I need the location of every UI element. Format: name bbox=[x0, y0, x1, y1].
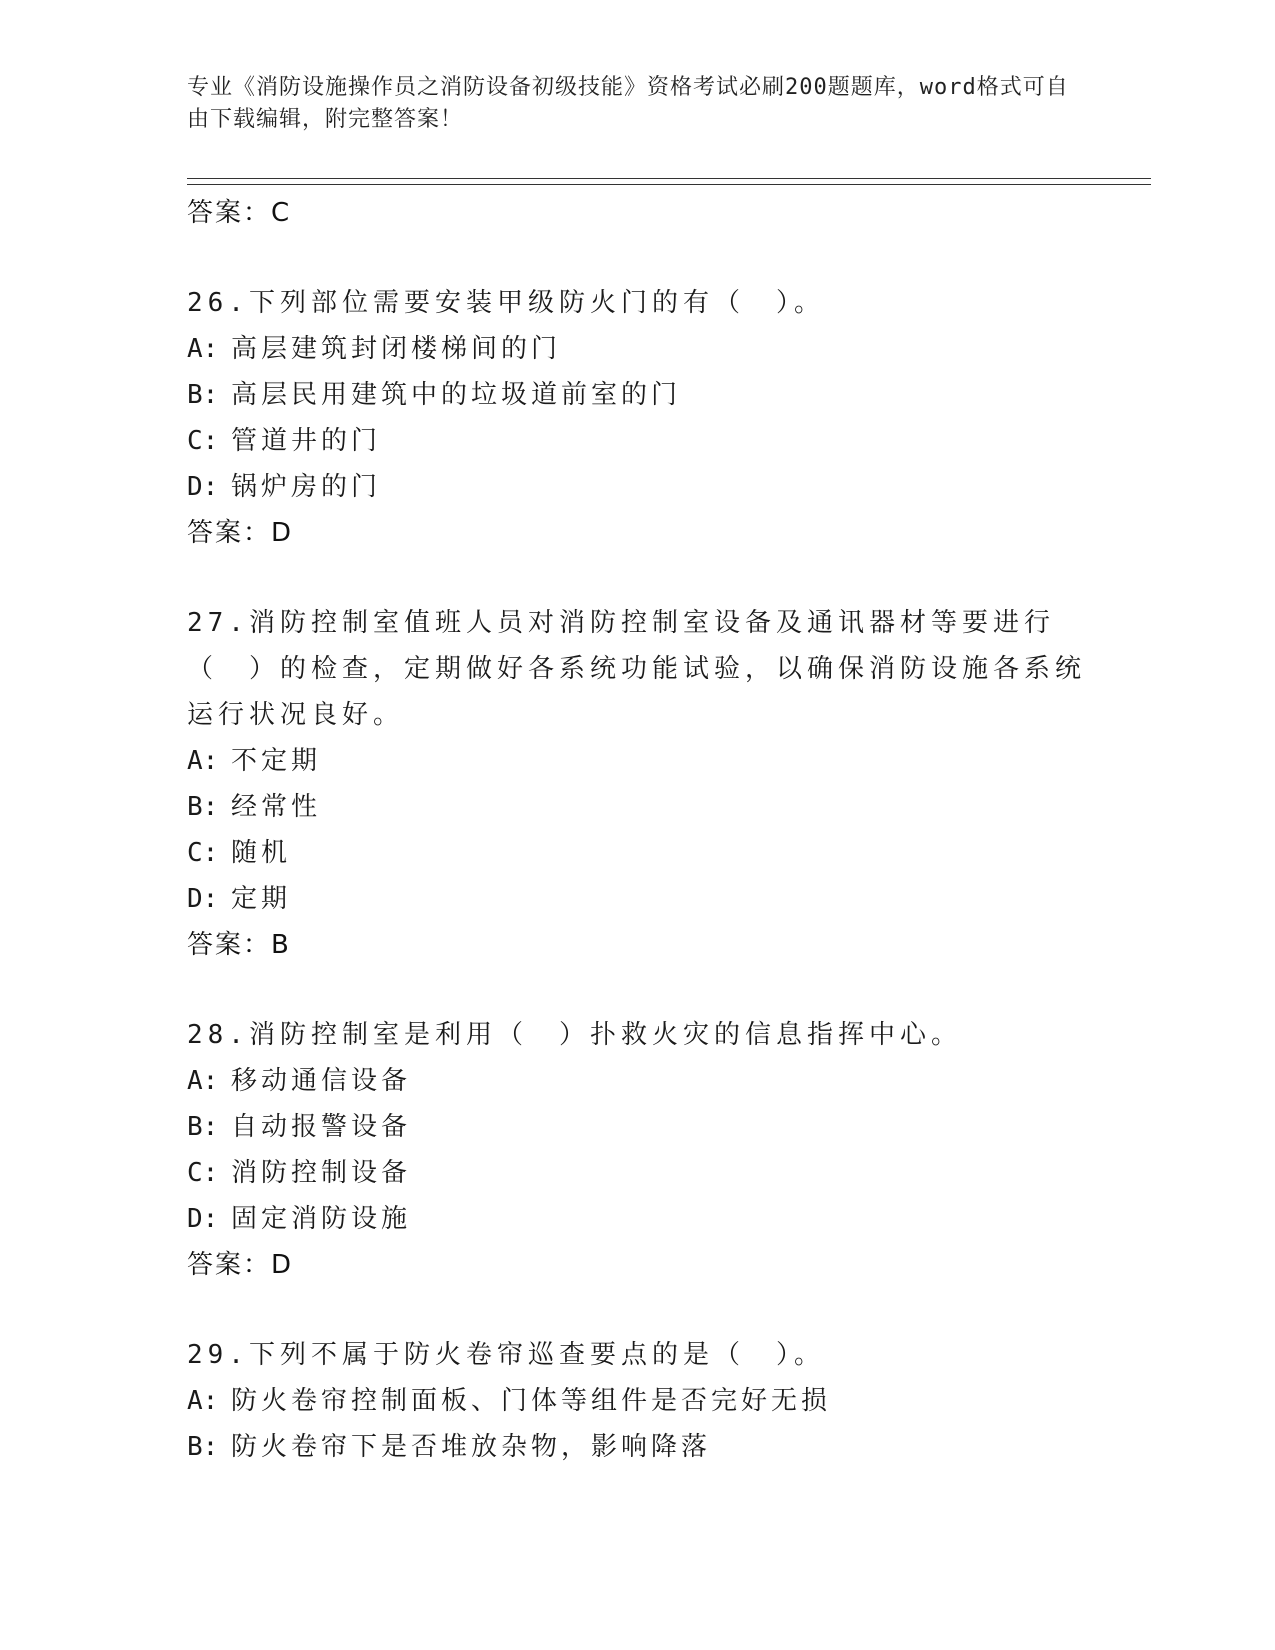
answer-line: 答案：D bbox=[187, 1250, 294, 1280]
option-text: 管道井的门 bbox=[231, 426, 382, 456]
option-c bbox=[187, 830, 1087, 876]
question-stem: 27.消防控制室值班人员对消防控制室设备及通讯器材等要进行（ ）的检查，定期做好各系统功能试验，以确保消防设施各系统运行状况良好。 bbox=[187, 608, 1087, 730]
option-text: 防火卷帘下是否堆放杂物，影响降落 bbox=[231, 1432, 712, 1462]
option-text: 高层建筑封闭楼梯间的门 bbox=[231, 334, 562, 364]
question-item bbox=[187, 280, 1087, 556]
option-b bbox=[187, 1424, 1087, 1470]
option-text: 消防控制设备 bbox=[231, 1158, 412, 1188]
option-letter: D: bbox=[187, 1204, 219, 1234]
option-d bbox=[187, 876, 1087, 922]
option-text: 防火卷帘控制面板、门体等组件是否完好无损 bbox=[231, 1386, 832, 1416]
option-letter: A: bbox=[187, 1066, 219, 1096]
option-text: 不定期 bbox=[231, 746, 322, 776]
option-b bbox=[187, 372, 1087, 418]
option-letter: B: bbox=[187, 1432, 219, 1462]
answer-line: 答案：D bbox=[187, 518, 294, 548]
option-letter: C: bbox=[187, 426, 219, 456]
option-letter: D: bbox=[187, 472, 219, 502]
option-letter: D: bbox=[187, 884, 219, 914]
question-stem: 28.消防控制室是利用（ ）扑救火灾的信息指挥中心。 bbox=[187, 1020, 962, 1050]
question-stem: 26.下列部位需要安装甲级防火门的有（ ）。 bbox=[187, 288, 825, 318]
option-b bbox=[187, 1104, 1087, 1150]
question-stem: 29.下列不属于防火卷帘巡查要点的是（ ）。 bbox=[187, 1340, 825, 1370]
option-a bbox=[187, 1058, 1087, 1104]
option-text: 自动报警设备 bbox=[231, 1112, 412, 1142]
question-list bbox=[187, 190, 1087, 1470]
option-d bbox=[187, 1196, 1087, 1242]
option-letter: C: bbox=[187, 1158, 219, 1188]
option-letter: A: bbox=[187, 746, 219, 776]
option-text: 移动通信设备 bbox=[231, 1066, 412, 1096]
option-a bbox=[187, 1378, 1087, 1424]
option-text: 高层民用建筑中的垃圾道前室的门 bbox=[231, 380, 682, 410]
option-text: 锅炉房的门 bbox=[231, 472, 382, 502]
question-item bbox=[187, 1012, 1087, 1288]
option-a bbox=[187, 326, 1087, 372]
option-letter: B: bbox=[187, 380, 219, 410]
question-item bbox=[187, 1332, 1087, 1470]
option-letter: C: bbox=[187, 838, 219, 868]
option-d bbox=[187, 464, 1087, 510]
answer-line: 答案：C bbox=[187, 198, 292, 228]
option-c bbox=[187, 1150, 1087, 1196]
answer-line: 答案：B bbox=[187, 930, 291, 960]
option-text: 定期 bbox=[231, 884, 292, 914]
page-header: 专业《消防设施操作员之消防设备初级技能》资格考试必刷200题题库，word格式可自由下载编辑，附完整答案！ bbox=[187, 75, 1069, 132]
option-text: 随机 bbox=[231, 838, 292, 868]
option-text: 经常性 bbox=[231, 792, 322, 822]
option-letter: A: bbox=[187, 1386, 219, 1416]
option-letter: B: bbox=[187, 1112, 219, 1142]
option-c bbox=[187, 418, 1087, 464]
option-b bbox=[187, 784, 1087, 830]
header-divider bbox=[187, 178, 1151, 185]
option-letter: B: bbox=[187, 792, 219, 822]
question-item bbox=[187, 600, 1087, 968]
option-letter: A: bbox=[187, 334, 219, 364]
option-a bbox=[187, 738, 1087, 784]
option-text: 固定消防设施 bbox=[231, 1204, 412, 1234]
